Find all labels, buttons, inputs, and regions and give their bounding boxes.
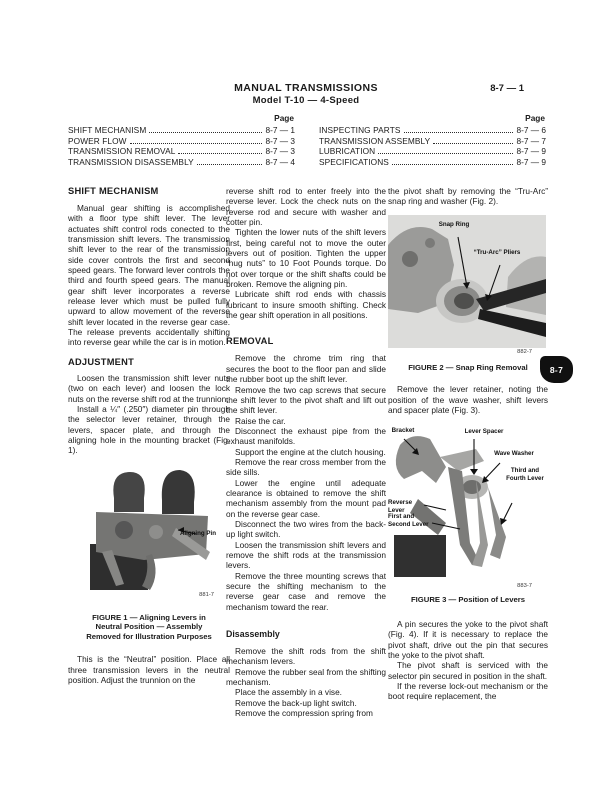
section-heading-adjustment: ADJUSTMENT xyxy=(68,356,135,367)
figure-2-label-tru-arc-pliers: “Tru-Arc” Pliers xyxy=(473,248,521,256)
toc-entry-label: TRANSMISSION DISASSEMBLY xyxy=(68,156,194,167)
figure-1-label-aligning-pin: Aligning Pin xyxy=(179,529,217,537)
toc-entry xyxy=(68,125,295,136)
figure-1 xyxy=(68,464,230,602)
paragraph: Remove the rubber seal from the shifting mechanism. xyxy=(226,666,386,688)
figure-1-credit: 881-7 xyxy=(199,591,214,598)
paragraph: Remove the rear cross member from the side sills. xyxy=(226,456,386,478)
paragraph: Disconnect the exhaust pipe from the exhaust manifolds. xyxy=(226,425,386,447)
figure-3-label-lever-spacer: Lever Spacer xyxy=(464,428,504,436)
paragraph: the pivot shaft by removing the “Tru-Arc” snap ring and washer (Fig. 2). xyxy=(388,186,548,207)
figure-3-label-wave-washer: Wave Washer xyxy=(494,450,534,458)
toc-entry-label: SPECIFICATIONS xyxy=(319,156,389,167)
text-column-1 xyxy=(68,186,230,685)
paragraph: The pivot shaft is serviced with the selector pin secured in position in the shaft. xyxy=(388,660,548,681)
toc-entry-label: TRANSMISSION REMOVAL xyxy=(68,146,176,157)
figure-3-label-bracket: Bracket xyxy=(391,427,415,435)
figure-3-credit: 883-7 xyxy=(517,583,532,590)
toc-entry-label: TRANSMISSION ASSEMBLY xyxy=(319,135,431,146)
table-of-contents xyxy=(68,113,546,167)
dot-leader xyxy=(149,125,262,133)
paragraph: A pin secures the yoke to the pivot shaft (Fig. 4). If it is necessary to replace the pivot shaft, drive out the pin that secures the yoke to the pivot shaft. xyxy=(388,618,548,660)
paragraph: Install a ¼″ (.250″) diameter pin through the selector lever retainer, through the levers, spacer plate, and through the aligning hole in the mounting bracket (Fig. 1). xyxy=(68,403,230,456)
section-thumb-tab: 8-7 xyxy=(540,356,573,383)
paragraph: Remove the lever retainer, noting the position of the wave washer, shift levers and spacer plate (Fig. 3). xyxy=(388,384,548,415)
paragraph: Support the engine at the clutch housing. xyxy=(235,446,386,457)
paragraph: This is the “Neutral” position. Place all three transmission levers in the neutral position. Adjust the trunnion on the xyxy=(68,654,230,686)
toc-entry xyxy=(68,157,295,168)
figure-2 xyxy=(388,215,548,355)
toc-entry-page: 8-7 — 3 xyxy=(265,135,295,146)
paragraph: Loosen the transmission shift lever nuts (two on each lever) and loosen the lock nuts on the reverse shift rod at the trunnion. xyxy=(68,372,230,404)
section-heading-shift-mechanism: SHIFT MECHANISM xyxy=(68,186,159,196)
toc-entry-label: INSPECTING PARTS xyxy=(319,125,401,135)
paragraph: Raise the car. xyxy=(235,415,286,426)
toc-page-label: Page xyxy=(274,113,294,123)
toc-entry-label: SHIFT MECHANISM xyxy=(68,125,147,135)
toc-entry-page: 8-7 — 7 xyxy=(516,135,546,146)
paragraph: Manual gear shifting is accomplished with a floor type shift lever. The lever actuates shift control rods conected to the transmission shift levers. The transmission shift lever to the rear of the transmission side cover controls the first and second speed gears. The forward lever controls the third and fourth speed gears. The manual gear shift lever incorporates a reverse release lever which must be pulled fully upward to allow movement of the reverse shift lever located in the reverse gear case. The release prevents accidentally shifting into reverse gear while the car is in motion. xyxy=(68,203,230,348)
dot-leader xyxy=(404,125,514,133)
toc-entry-page: 8-7 — 3 xyxy=(265,146,295,157)
toc-entry-page: 8-7 — 1 xyxy=(265,125,295,135)
text-column-3 xyxy=(388,186,548,702)
figure-3 xyxy=(388,425,548,589)
figure-2-label-snap-ring: Snap Ring xyxy=(438,220,470,228)
dot-leader xyxy=(130,136,263,144)
toc-entry xyxy=(319,125,546,136)
toc-entry xyxy=(319,136,546,147)
dot-leader xyxy=(392,157,514,165)
dot-leader xyxy=(378,146,513,154)
paragraph: Remove the back-up light switch. xyxy=(235,697,357,708)
toc-entry-page: 8-7 — 9 xyxy=(516,146,546,157)
dot-leader xyxy=(433,136,513,144)
toc-entry-label: LUBRICATION xyxy=(319,146,376,157)
toc-entry-page: 8-7 — 9 xyxy=(516,156,546,167)
figure-3-label-third-and-fourth-lever: Third and Fourth Lever xyxy=(506,467,544,482)
page-title: MANUAL TRANSMISSIONS xyxy=(234,82,378,94)
toc-page-label: Page xyxy=(525,113,545,123)
dot-leader xyxy=(197,157,263,165)
figure-2-caption: FIGURE 2 — Snap Ring Removal xyxy=(408,362,528,372)
toc-right-column xyxy=(319,113,546,167)
paragraph: Remove the three mounting screws that secure the shifting mechanism to the reverse gear case and remove the mechanism toward the rear. xyxy=(226,570,386,612)
paragraph: Remove the two cap screws that secure the shift lever to the pivot shaft and lift out the shift lever. xyxy=(226,384,386,416)
dot-leader xyxy=(178,146,262,154)
paragraph: Remove the compression spring from xyxy=(235,708,373,719)
page-subtitle: Model T-10 — 4-Speed xyxy=(252,95,360,106)
paragraph: Remove the chrome trim ring that secures the boot to the floor pan and slide the rubber boot up the shift lever. xyxy=(226,353,386,385)
figure-3-caption: FIGURE 3 — Position of Levers xyxy=(410,595,526,605)
paragraph: If the reverse lock-out mechanism or the boot require replacement, the xyxy=(388,680,548,702)
figure-3-label-first-and-second-lever: First and Second Lever xyxy=(388,513,429,528)
paragraph: Tighten the lower nuts of the shift levers first, being careful not to move the outer levers out of position. Tighten the upper “hug nuts” to 10 Foot Pounds torque. Do not over torque or the shift shafts could be broken. Remove the aligning pin. xyxy=(226,227,386,290)
paragraph: Remove the shift rods from the shift mechanism levers. xyxy=(226,646,386,667)
paragraph: Lower the engine until adequate clearance is obtained to remove the shift mechanism assembly from the mount pad on the reverse gear case. xyxy=(226,477,386,519)
paragraph: Place the assembly in a vise. xyxy=(235,687,342,698)
paragraph: Lubricate shift rod ends with chassis lubricant to insure smooth shifting. Check the gear shift operation in all positions. xyxy=(226,289,386,321)
section-heading-removal: REMOVAL xyxy=(226,336,274,347)
paragraph: reverse shift rod to enter freely into the reverse lever. Lock the check nuts on the reverse rod and secure with washer and cotter pin. xyxy=(226,186,386,228)
subsection-heading-disassembly: Disassembly xyxy=(226,629,280,640)
figure-1-caption: FIGURE 1 — Aligning Levers in Neutral Position — Assembly Removed for Illustration Purposes xyxy=(86,612,212,641)
text-column-2 xyxy=(226,186,386,718)
toc-entry xyxy=(68,136,295,147)
figure-2-photo xyxy=(388,215,546,348)
paragraph: Loosen the transmission shift levers and remove the shift rods at the transmission levers. xyxy=(226,539,386,571)
toc-entry xyxy=(319,157,546,168)
toc-entry xyxy=(68,146,295,157)
toc-entry-page: 8-7 — 6 xyxy=(516,125,546,135)
toc-entry-label: POWER FLOW xyxy=(68,135,127,146)
paragraph: Disconnect the two wires from the back-up light switch. xyxy=(226,518,386,540)
figure-3-label-reverse-lever: Reverse Lever xyxy=(388,499,413,514)
figure-2-credit: 882-7 xyxy=(517,348,532,355)
toc-left-column xyxy=(68,113,295,167)
toc-entry-page: 8-7 — 4 xyxy=(265,156,295,167)
page-number-ref: 8-7 — 1 xyxy=(490,83,524,94)
toc-entry xyxy=(319,146,546,157)
